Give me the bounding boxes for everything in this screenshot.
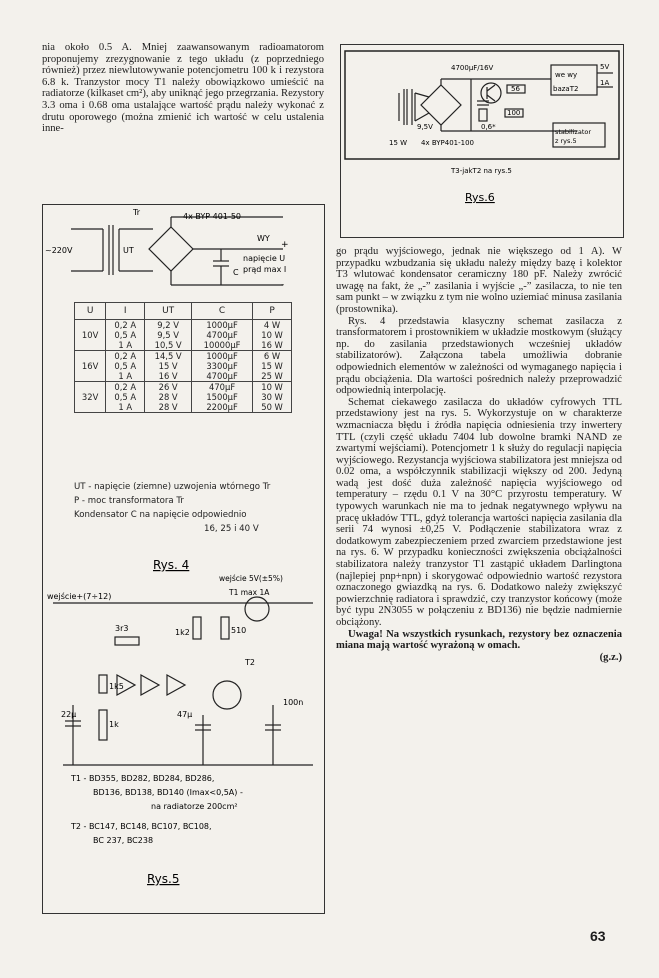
cell-value: 0,2 A [114, 320, 137, 330]
fig6-bridge: 4x BYP401-100 [421, 139, 474, 147]
cell-value: 9,2 V [157, 320, 179, 330]
col-header-i: I [106, 303, 145, 320]
cell-value: 1000µF [206, 351, 238, 361]
cell-value: 25 W [261, 371, 283, 381]
cell-ut [145, 351, 192, 382]
cell-value: 10 W [261, 382, 283, 392]
fig5-cap3: 100n [283, 698, 304, 707]
fig4-plus-label: + [281, 240, 289, 250]
fig5-cap2: 47µ [177, 710, 193, 719]
cell-value: 470µF [209, 382, 236, 392]
fig6-rstar: 0,6* [481, 123, 496, 131]
fig4-tr-label: Tr [133, 208, 140, 217]
fig4-note-c: Kondensator C na napięcie odpowiednio [74, 510, 247, 520]
right-paragraph-3: Schemat ciekawego zasilacza do układów cyfrowych TTL przedstawiony jest na rys. 5. Wykorzystuje on w charakterze wzmacniacza błędu i źródła napięcia odniesienia trzy inwertery TTL (czyli część układu 7404 lub dowolne bramki NAND ze zwartymi wejściami). Potencjometr 1 k służy do regulacji napięcia wyjściowego. Rezystancja wyjściowa stabilizatora jest mniejsza od 0.02 oma, a współczynnik stabilizacji większy od 200. Jedyną wadą jest dość duża zależność napięcia wyjściowego od temperatury – rzędu 0.1 V na 30°C przyrostu temperatury. W typowych warunkach nie ma to jednak negatywnego wpływu na pracę układów TTL, gdyż tolerancja wartości napięcia zasilania dla serii 74 wynosi ±0,25 V. Podłączenie stabilizatora wraz z dodatkowym zabezpieczeniem przed zwarciem przedstawione jest na rys. 6. W przypadku konieczności zwiększenia obciążalności stabilizatora należy tranzystor T1 zastąpić układem Darlingtona (najlepiej pnp+npn) i skorygować odpowiednio wartość rezystora oznaczonego gwiazdką na rys. 6. Dodatkowo należy zwiększyć powierzchnię radiatora i sprawdzić, czy tranzystor końcowy (może być typu 2N3055 w połączeniu z BD136) nie będzie nadmiernie obciążony. [336, 396, 623, 628]
fig4-load-label-1: napięcie U [243, 254, 286, 263]
right-paragraph-1: go prądu wyjściowego, jednak nie większego od 1 A). W przypadku wzbudzania się układu należy między bazę i kolektor T3 wlutować kondensator ceramiczny 180 pF. Należy zwrócić uwagę na fakt, że „-” zasilania i wyjście „-” zasilacza, to nie ten sam punkt – w związku z tym nie wolno uziemiać minusa zasilania (prostownika). [336, 246, 622, 315]
cell-p [253, 351, 292, 382]
fig5-pot: 1k [109, 720, 119, 729]
author-signoff: (g.z.) [599, 651, 622, 663]
col-header-ut: UT [145, 303, 192, 320]
fig4-note-ut: UT - napięcie (ziemne) uzwojenia wtórnego Tr [74, 482, 271, 492]
cell-value: 0,5 A [114, 330, 137, 340]
fig4-note-p: P - moc transformatora Tr [74, 496, 184, 506]
fig6-cap-label: 4700µF/16V [451, 64, 494, 72]
cell-u: 10V [75, 320, 106, 351]
fig4-wy-label: WY [257, 234, 270, 243]
fig5-output-label: wejście 5V(±5%) [219, 574, 283, 583]
fig6-v9: 9,5V [417, 123, 433, 131]
fig6-box-label: we wy [555, 71, 578, 79]
cell-value: 10000µF [203, 340, 241, 350]
cell-value: 28 V [158, 402, 178, 412]
fig5-parts-t1-2: BD136, BD138, BD140 (Imax<0,5A) - [93, 788, 243, 797]
fig4-notes [74, 480, 314, 536]
fig5-r3: 510 [231, 626, 247, 635]
fig6-volt-out: 5V [600, 63, 610, 71]
table-row [75, 351, 292, 382]
cell-value: 4700µF [206, 330, 238, 340]
cell-c [192, 320, 253, 351]
fig5-r1: 3r3 [115, 624, 129, 633]
cell-value: 1500µF [206, 392, 238, 402]
fig6-v15: 15 W [389, 139, 408, 147]
cell-value: 16 W [261, 340, 283, 350]
cell-ut [145, 382, 192, 413]
fig5-parts-t1-1: T1 - BD355, BD282, BD284, BD286, [71, 774, 215, 783]
fig5-cap1: 22µ [61, 710, 77, 719]
cell-u: 16V [75, 351, 106, 382]
fig4-ut-label: UT [123, 246, 134, 255]
cell-i [106, 320, 145, 351]
cell-value: 30 W [261, 392, 283, 402]
left-top-paragraph: nia około 0.5 A. Mniej zaawansowanym radioamatorom proponujemy zrezygnowanie z tego układu (z poprzedniego również) przez niewlutowywanie potencjometru 100 k i rezystora 6.8 k. Tranzystor mocy T1 należy obowiązkowo umieścić na radiatorze (kilkaset cm²), aby uniknąć jego przegrzania. Rezystory 3.3 oma i 0.68 oma ustalające wartość prądu należy wykonać z drutu oporowego (można zmienić ich wartość w celu ustalenia inne- [42, 42, 324, 135]
table-row [75, 320, 292, 351]
fig5-t1-label: T1 max 1A [229, 588, 270, 597]
fig4-caption: Rys. 4 [153, 558, 190, 572]
cell-value: 1 A [118, 340, 133, 350]
cell-value: 4 W [263, 320, 281, 330]
cell-value: 15 V [158, 361, 178, 371]
fig5-parts-t2-2: BC 237, BC238 [93, 836, 154, 845]
cell-p [253, 382, 292, 413]
table-row [75, 382, 292, 413]
page-number: 63 [590, 928, 606, 944]
fig5-t2-label: T2 [245, 658, 255, 667]
cell-value: 0,2 A [114, 351, 137, 361]
cell-value: 16 V [158, 371, 178, 381]
table-header-row [75, 303, 292, 320]
cell-value: 28 V [158, 392, 178, 402]
fig4-note-c-values: 16, 25 i 40 V [204, 524, 259, 534]
cell-value: 50 W [261, 402, 283, 412]
cell-value: 10,5 V [154, 340, 182, 350]
fig4-bridge-label: 4x BYP 401-50 [183, 212, 242, 221]
right-paragraph-2: Rys. 4 przedstawia klasyczny schemat zasilacza z transformatorem i prostownikiem w układzie mostkowym (służący np. do zasilania przedstawionych wcześniej układów stabilizatorów). Załączona tabela umożliwia dobranie odpowiednich elementów w zależności od wymaganego napięcia i prądu obciążenia. Dla wartości pośrednich należy przeprowadzić odpowiednią interpolację. [336, 315, 622, 397]
fig4-mains-label: ~220V [45, 246, 73, 255]
cell-value: 0,5 A [114, 392, 137, 402]
cell-value: 1 A [118, 371, 133, 381]
cell-value: 0,5 A [114, 361, 137, 371]
cell-value: 10 W [261, 330, 283, 340]
left-column-text [42, 42, 324, 135]
col-header-u: U [75, 303, 106, 320]
cell-value: 0,2 A [114, 382, 137, 392]
fig4-c-label: C [233, 268, 239, 277]
fig5-r2: 1k2 [175, 628, 190, 637]
cell-c [192, 382, 253, 413]
figure-6-schematic [341, 45, 623, 237]
cell-p [253, 320, 292, 351]
fig4-load-label-2: prąd max I [243, 265, 287, 274]
cell-value: 26 V [158, 382, 178, 392]
fig4-spec-table [74, 302, 292, 413]
fig6-caption: Rys.6 [465, 191, 495, 204]
fig6-box-label-2: bazaT2 [553, 85, 579, 93]
cell-value: 14,5 V [154, 351, 182, 361]
fig5-input-label: wejście+(7÷12) [47, 592, 112, 601]
cell-ut [145, 320, 192, 351]
fig6-stab-2: z rys.5 [555, 137, 577, 145]
cell-value: 9,5 V [157, 330, 179, 340]
cell-i [106, 382, 145, 413]
fig6-t3-note: T3-jakT2 na rys.5 [451, 167, 512, 175]
cell-value: 1 A [118, 402, 133, 412]
right-column-text [336, 246, 622, 663]
fig6-amp: 1A [600, 79, 610, 87]
fig6-r56: 56 [511, 85, 520, 93]
fig6-r100: 100 [507, 109, 521, 117]
cell-value: 2200µF [206, 402, 238, 412]
cell-c [192, 351, 253, 382]
col-header-p: P [253, 303, 292, 320]
cell-value: 1000µF [206, 320, 238, 330]
cell-value: 6 W [263, 351, 281, 361]
warning-note: Uwaga! Na wszystkich rysunkach, rezystory bez oznaczenia miana mają wartość wyrażoną w omach. [336, 628, 622, 652]
fig4-minus-label: - [281, 280, 285, 290]
figure-6 [340, 44, 624, 238]
cell-value: 3300µF [206, 361, 238, 371]
col-header-c: C [192, 303, 253, 320]
cell-u: 32V [75, 382, 106, 413]
fig5-r4: 1k5 [109, 682, 124, 691]
fig5-caption: Rys.5 [147, 872, 180, 886]
fig5-parts-t2-1: T2 - BC147, BC148, BC107, BC108, [71, 822, 212, 831]
cell-value: 15 W [261, 361, 283, 371]
fig6-stab-1: stabilizator [555, 128, 592, 136]
cell-value: 4700µF [206, 371, 238, 381]
cell-i [106, 351, 145, 382]
fig5-parts-t1-3: na radiatorze 200cm² [151, 802, 238, 811]
